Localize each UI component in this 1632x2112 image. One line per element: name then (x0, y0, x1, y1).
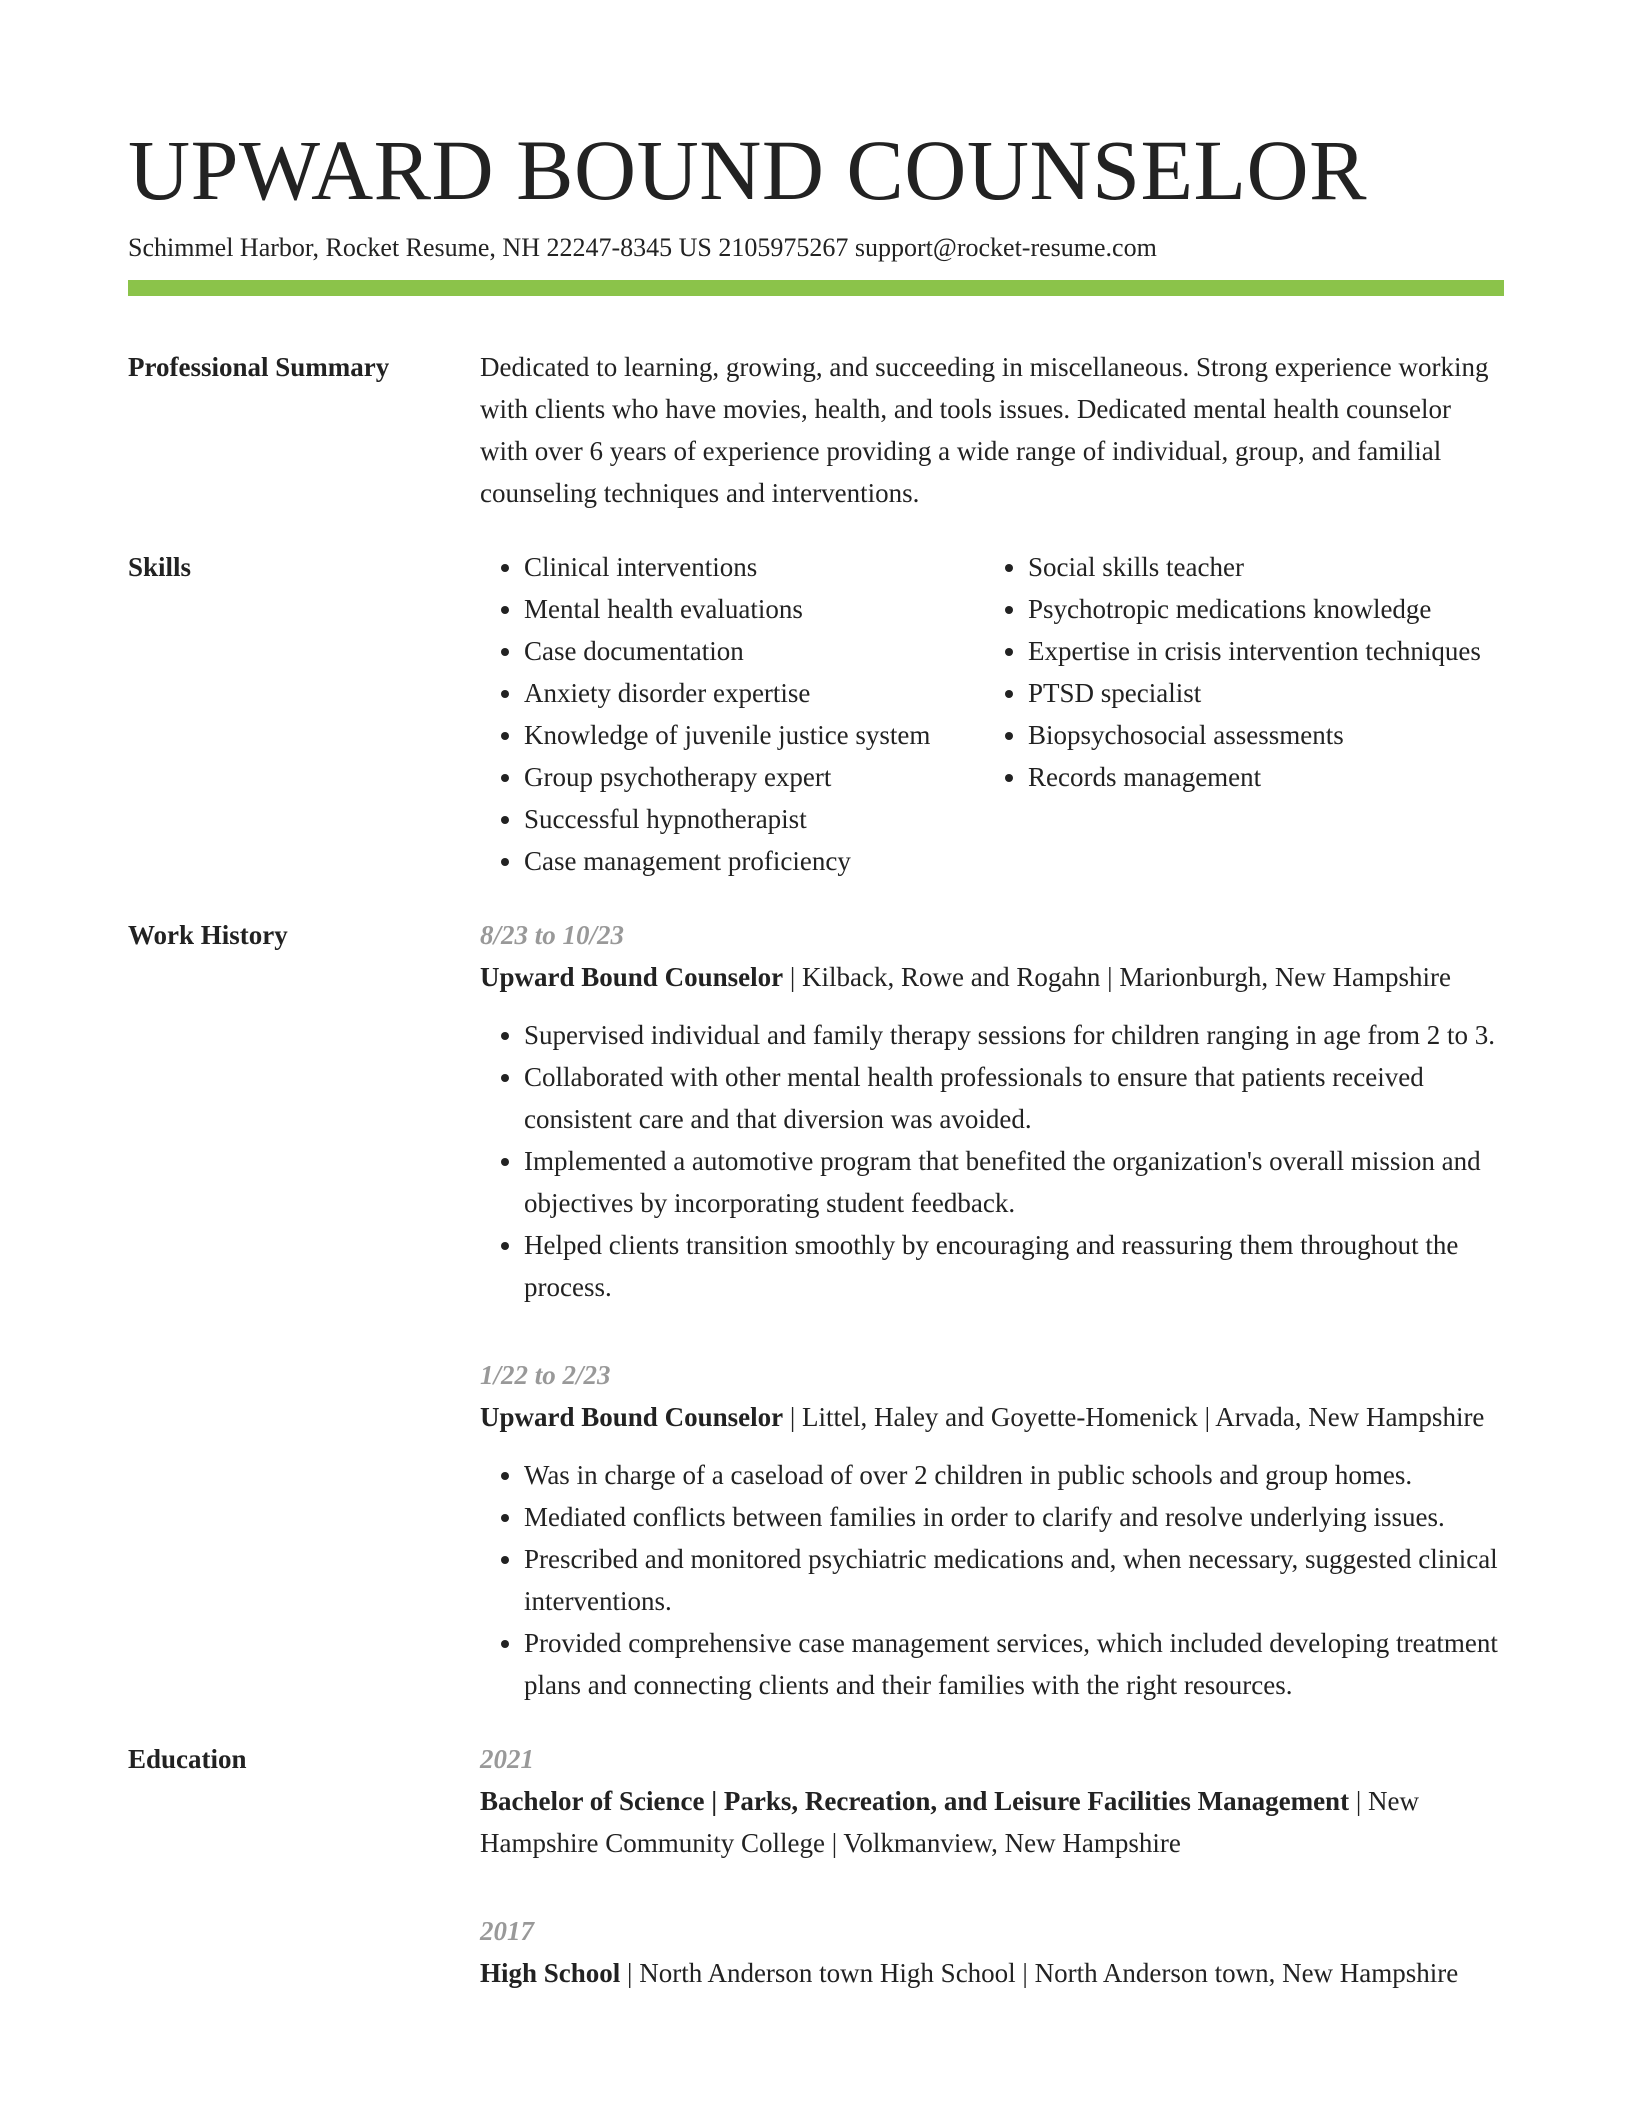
job-bullet: • Provided comprehensive case management services, which included developing treatment plans and connecting clients and their families with the right resources. (524, 1622, 1504, 1706)
skill-item: • Knowledge of juvenile justice system (524, 714, 984, 756)
work-history-body (480, 914, 1504, 1706)
job-bullet: • Prescribed and monitored psychiatric medications and, when necessary, suggested clinical interventions. (524, 1538, 1504, 1622)
skill-item: • Psychotropic medications knowledge (1028, 588, 1504, 630)
job-bullet: • Implemented a automotive program that benefited the organization's overall mission and objectives by incorporating student feedback. (524, 1140, 1504, 1224)
skill-item: • Records management (1028, 756, 1504, 798)
job-entry (480, 914, 1504, 1308)
education-date: 2017 (480, 1916, 534, 1946)
job-bullet: • Helped clients transition smoothly by encouraging and reassuring them throughout the process. (524, 1224, 1504, 1308)
accent-divider (128, 280, 1504, 296)
job-date: 8/23 to 10/23 (480, 920, 625, 950)
job-title-line (480, 1396, 1504, 1438)
job-title-line (480, 956, 1504, 998)
job-bullet: • Was in charge of a caseload of over 2 children in public schools and group homes. (524, 1454, 1504, 1496)
skills-columns (480, 546, 1504, 882)
education-degree: High School (480, 1958, 621, 1988)
skill-item: • Case documentation (524, 630, 984, 672)
job-title: Upward Bound Counselor (480, 1402, 784, 1432)
skill-item: • Group psychotherapy expert (524, 756, 984, 798)
job-entry (480, 1354, 1504, 1706)
skill-item: • Case management proficiency (524, 840, 984, 882)
education-entry (480, 1910, 1504, 1994)
skills-section (128, 546, 1504, 882)
education-section (128, 1738, 1504, 1994)
skill-item: • Successful hypnotherapist (524, 798, 984, 840)
skill-item: • Anxiety disorder expertise (524, 672, 984, 714)
section-label-education: Education (128, 1744, 247, 1774)
job-details: | Kilback, Rowe and Rogahn | Marionburgh, New Hampshire (783, 962, 1452, 992)
job-bullet: • Mediated conflicts between families in order to clarify and resolve underlying issues. (524, 1496, 1504, 1538)
job-bullet: • Collaborated with other mental health professionals to ensure that patients received consistent care and that diversion was avoided. (524, 1056, 1504, 1140)
education-details: | New Hampshire Community College | Volkmanview, New Hampshire (480, 1786, 1419, 1858)
skill-item: • Expertise in crisis intervention techniques (1028, 630, 1504, 672)
job-date: 1/22 to 2/23 (480, 1360, 611, 1390)
resume-page (128, 0, 1504, 1994)
education-date: 2021 (480, 1744, 534, 1774)
section-label-work: Work History (128, 920, 288, 950)
skills-list-right (984, 546, 1504, 882)
education-details: | North Anderson town High School | North Anderson town, New Hampshire (620, 1958, 1459, 1988)
skill-item: • Social skills teacher (1028, 546, 1504, 588)
section-label-summary: Professional Summary (128, 352, 390, 382)
contact-line: Schimmel Harbor, Rocket Resume, NH 22247-8345 US 2105975267 support@rocket-resume.com (128, 233, 1157, 262)
job-title: Upward Bound Counselor (480, 962, 784, 992)
resume-name: UPWARD BOUND COUNSELOR (128, 122, 1367, 218)
skill-item: • PTSD specialist (1028, 672, 1504, 714)
skill-item: • Clinical interventions (524, 546, 984, 588)
skill-item: • Mental health evaluations (524, 588, 984, 630)
work-history-section (128, 914, 1504, 1706)
job-bullets (480, 1014, 1504, 1308)
professional-summary-section (128, 346, 1504, 514)
education-degree: Bachelor of Science | Parks, Recreation, and Leisure Facilities Management (480, 1786, 1350, 1816)
education-body (480, 1738, 1504, 1994)
skills-list-left (480, 546, 984, 882)
summary-body (480, 346, 1504, 514)
education-line (480, 1952, 1504, 1994)
education-entry (480, 1738, 1504, 1864)
section-label-skills: Skills (128, 552, 192, 582)
job-details: | Littel, Haley and Goyette-Homenick | Arvada, New Hampshire (783, 1402, 1485, 1432)
education-line (480, 1780, 1504, 1864)
skill-item: • Biopsychosocial assessments (1028, 714, 1504, 756)
job-bullet: • Supervised individual and family therapy sessions for children ranging in age from 2 to 3. (524, 1014, 1504, 1056)
job-bullets (480, 1454, 1504, 1706)
summary-text: Dedicated to learning, growing, and succeeding in miscellaneous. Strong experience working with clients who have movies, health, and tools issues. Dedicated mental health counselor with over 6 years of experience providing a wide range of individual, group, and familial counseling techniques and interventions. (480, 352, 1489, 508)
